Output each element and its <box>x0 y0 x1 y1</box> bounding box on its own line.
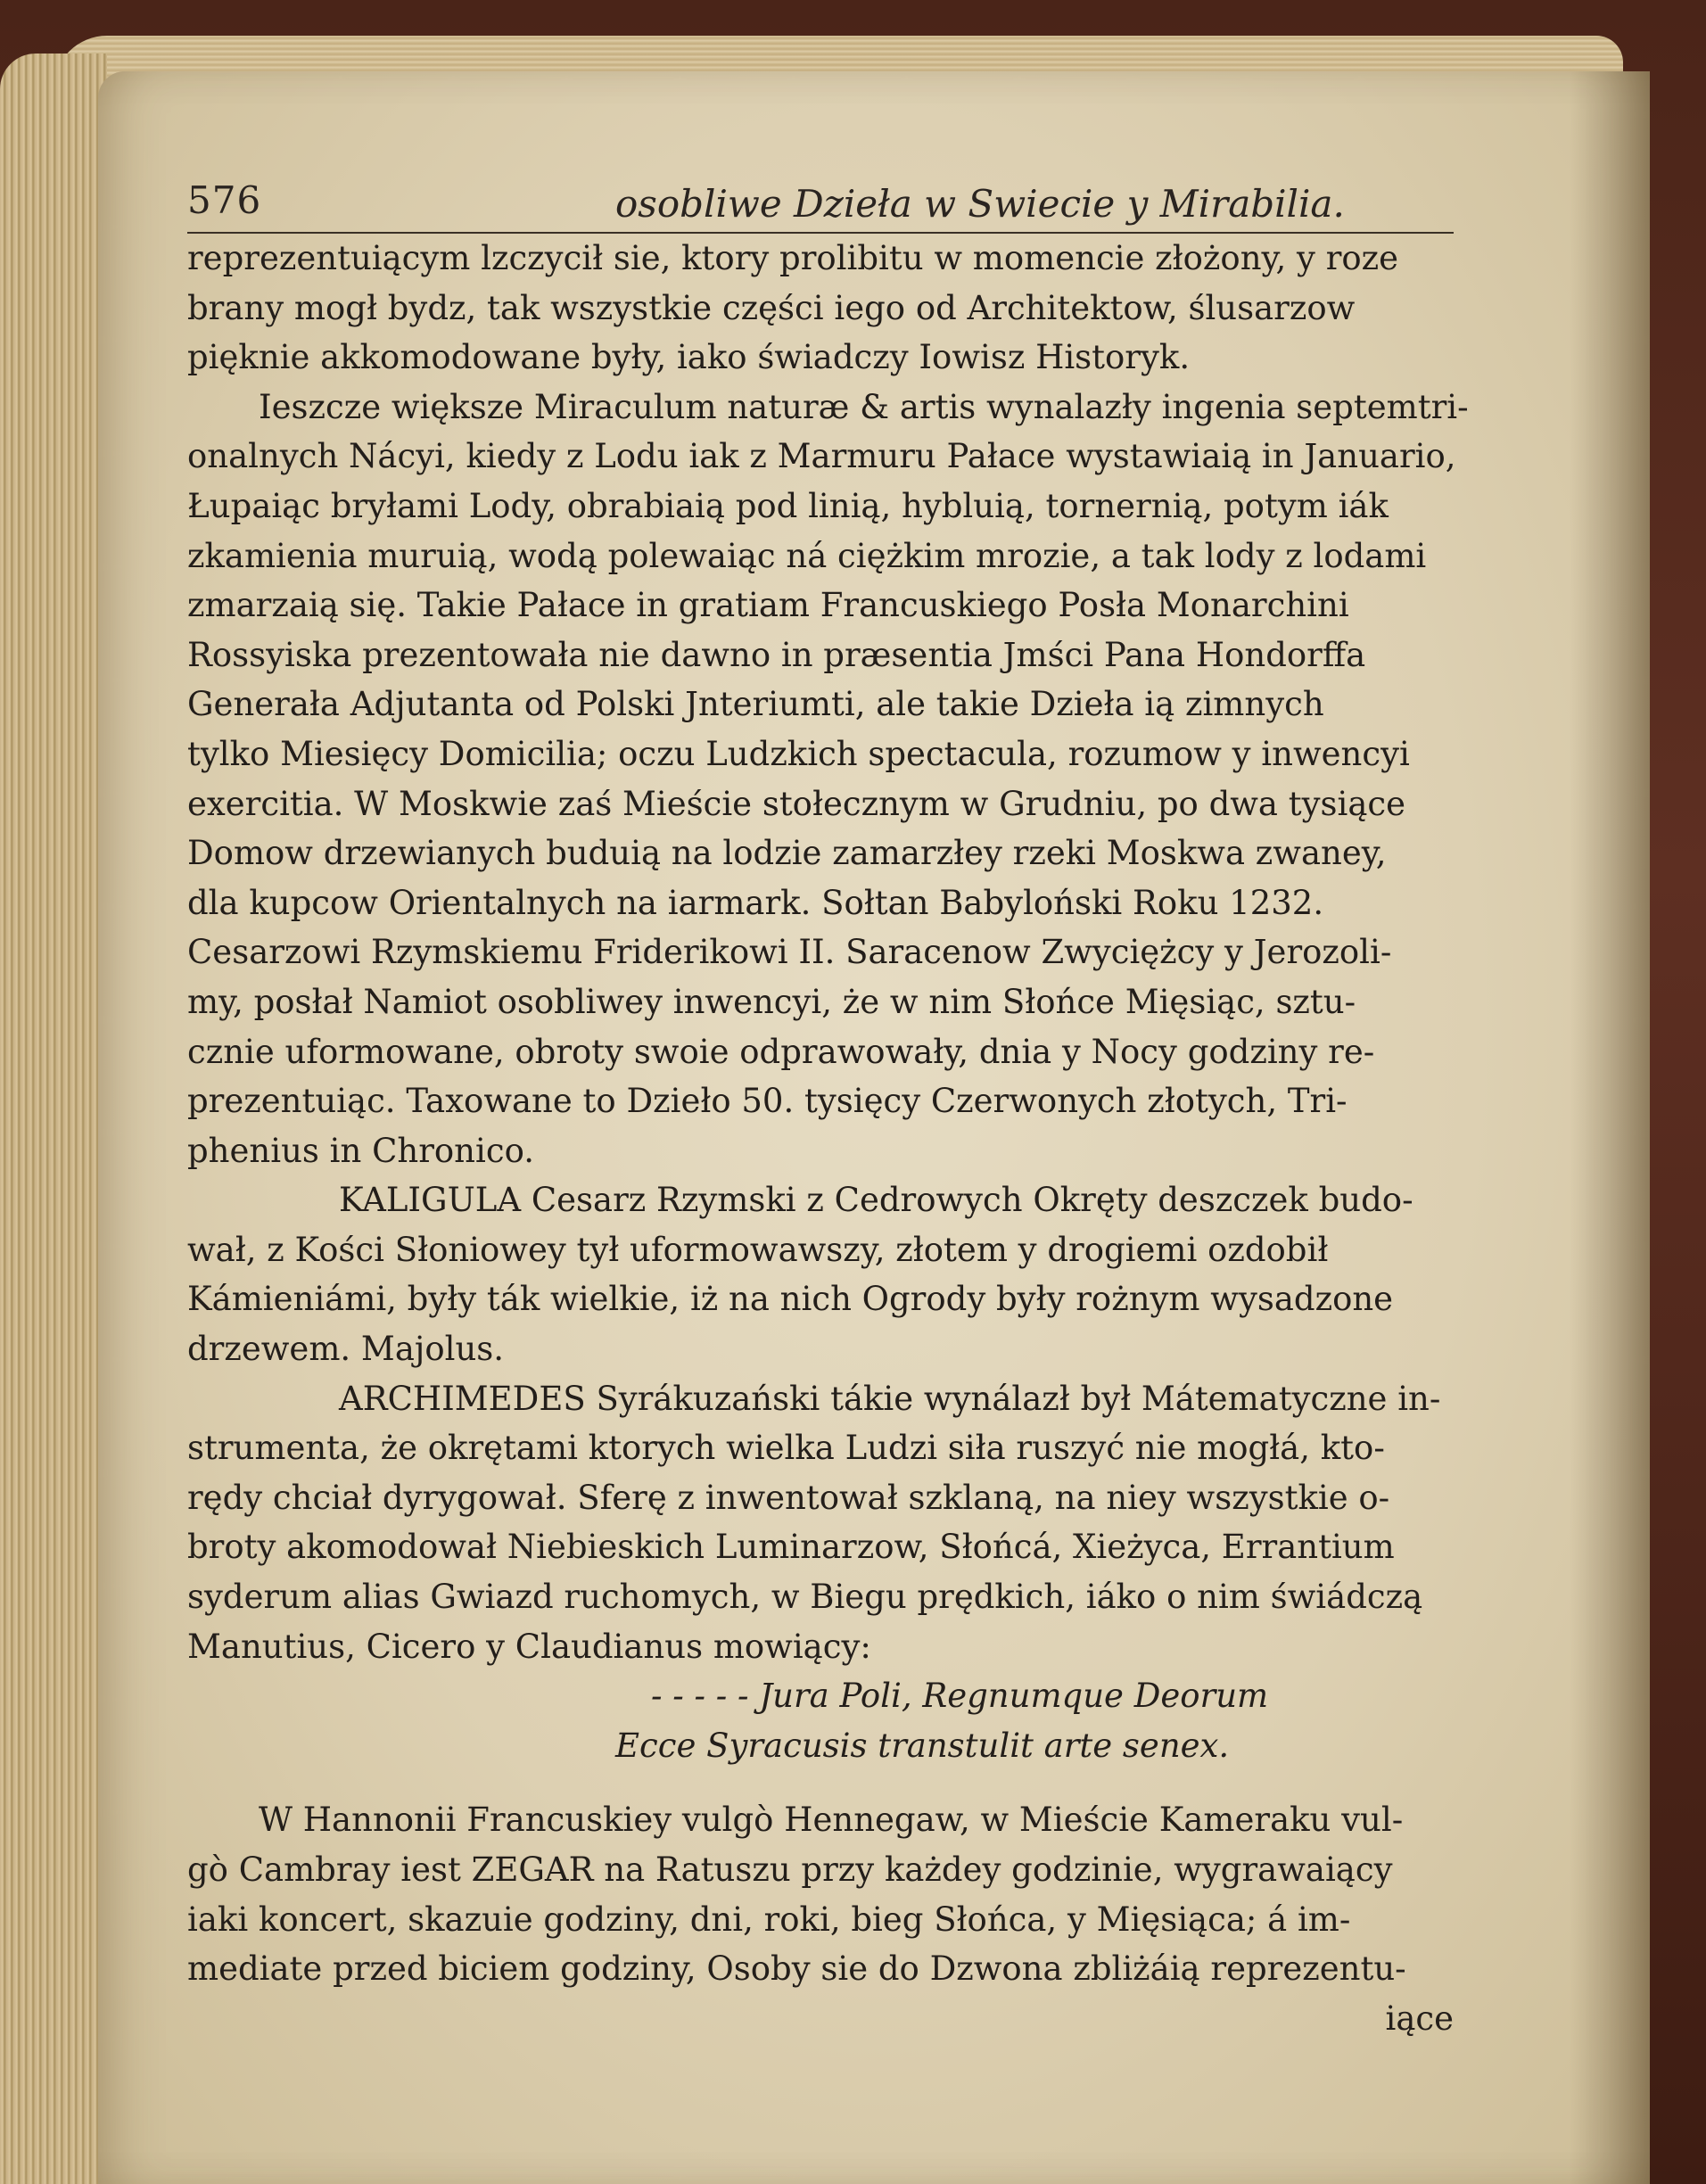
text-line: Rossyiska prezentowała nie dawno in præsentia Jmści Pana Hondorffa <box>187 635 1366 674</box>
text-line: rędy chciał dyrygował. Sferę z inwentował szklaną, na niey wszystkie o- <box>187 1478 1390 1517</box>
text-line: ARCHIMEDES Syrákuzański tákie wynálazł był Mátematyczne in- <box>339 1379 1441 1418</box>
text-line: wał, z Kości Słoniowey tył uformowawszy, złotem y drogiemi ozdobił <box>187 1230 1329 1269</box>
text-line: pięknie akkomodowane były, iako świadczy Iowisz Historyk. <box>187 338 1191 377</box>
text-line: drzewem. Majolus. <box>187 1330 505 1369</box>
catchword: iące <box>1385 1999 1454 2038</box>
text-line: W Hannonii Francuskiey vulgò Hennegaw, w Mieście Kameraku vul- <box>259 1801 1404 1840</box>
paragraph-5 <box>187 1795 1471 1993</box>
text-line: broty akomodował Niebieskich Luminarzow, Słońcá, Xieżyca, Errantium <box>187 1528 1395 1567</box>
paragraph-1 <box>187 234 1471 383</box>
text-line: Łupaiąc bryłami Lody, obrabiaią pod linią, hybluią, tornernią, potym iák <box>187 486 1389 525</box>
paragraph-gap <box>187 1770 1471 1795</box>
running-title: osobliwe Dzieła w Swiecie y Mirabilia. <box>615 182 1345 226</box>
page-stack-side-edge <box>0 54 107 2184</box>
verse-line: Ecce Syracusis transtulit arte senex. <box>615 1726 1230 1765</box>
text-line: zmarzaią się. Takie Pałace in gratiam Francuskiego Posła Monarchini <box>187 586 1349 625</box>
text-line: syderum alias Gwiazd ruchomych, w Biegu prędkich, iáko o nim świádczą <box>187 1578 1423 1617</box>
text-line: KALIGULA Cesarz Rzymski z Cedrowych Okręty deszczek budo- <box>339 1181 1413 1220</box>
text-line: prezentuiąc. Taxowane to Dzieło 50. tysięcy Czerwonych złotych, Tri- <box>187 1082 1347 1121</box>
text-line: mediate przed biciem godziny, Osoby sie do Dzwona zbliżáią reprezentu- <box>187 1949 1406 1989</box>
page-header <box>187 178 1454 234</box>
text-line: reprezentuiącym lzczycił sie, ktory prolibitu w momencie złożony, y roze <box>187 239 1399 277</box>
text-line: exercitia. W Moskwie zaś Mieście stołecznym w Grudniu, po dwa tysiące <box>187 784 1406 823</box>
text-line: Ieszcze większe Miraculum naturæ & artis wynalazły ingenia septemtri- <box>259 387 1469 426</box>
text-line: Kámieniámi, były ták wielkie, iż na nich Ogrody były rożnym wysadzone <box>187 1280 1394 1319</box>
book-page <box>98 71 1650 2184</box>
text-line: iaki koncert, skazuie godziny, dni, roki, bieg Słońca, y Mięsiąca; á im- <box>187 1900 1351 1939</box>
page-number: 576 <box>187 178 262 222</box>
verse-line: - - - - - Jura Poli, Regnumque Deorum <box>651 1677 1269 1716</box>
text-line: Generała Adjutanta od Polski Jnteriumti, ale takie Dzieła ią zimnych <box>187 685 1324 724</box>
paragraph-4 <box>187 1374 1471 1672</box>
text-line: tylko Miesięcy Domicilia; oczu Ludzkich spectacula, rozumow y inwencyi <box>187 734 1410 773</box>
gutter-shadow <box>1570 71 1650 2184</box>
text-line: strumenta, że okrętami ktorych wielka Ludzi siła ruszyć nie mogłá, kto- <box>187 1429 1385 1468</box>
text-line: Domow drzewianych buduią na lodzie zamarzłey rzeki Moskwa zwaney, <box>187 834 1387 873</box>
text-line: my, posłał Namiot osobliwey inwencyi, że w nim Słońce Mięsiąc, sztu- <box>187 982 1356 1021</box>
text-line: phenius in Chronico. <box>187 1131 534 1170</box>
text-line: zkamienia muruią, wodą polewaiąc ná ciężkim mrozie, a tak lody z lodami <box>187 536 1427 575</box>
paragraph-2 <box>187 383 1471 1176</box>
verse-quote <box>187 1671 1471 1770</box>
text-line: gò Cambray iest ZEGAR na Ratuszu przy każdey godzinie, wygrawaiący <box>187 1850 1393 1889</box>
text-line: dla kupcow Orientalnych na iarmark. Sołtan Babyloński Roku 1232. <box>187 883 1324 922</box>
text-line: brany mogł bydz, tak wszystkie części iego od Architektow, ślusarzow <box>187 288 1356 327</box>
text-line: Manutius, Cicero y Claudianus mowiący: <box>187 1627 871 1666</box>
text-line: Cesarzowi Rzymskiemu Friderikowi II. Saracenow Zwyciężcy y Jerozoli- <box>187 933 1392 972</box>
paragraph-3 <box>187 1175 1471 1373</box>
text-line: onalnych Nácyi, kiedy z Lodu iak z Marmuru Pałace wystawiaią in Januario, <box>187 437 1456 476</box>
body-text <box>187 234 1471 2043</box>
text-line: cznie uformowane, obroty swoie odprawowały, dnia y Nocy godziny re- <box>187 1032 1375 1071</box>
